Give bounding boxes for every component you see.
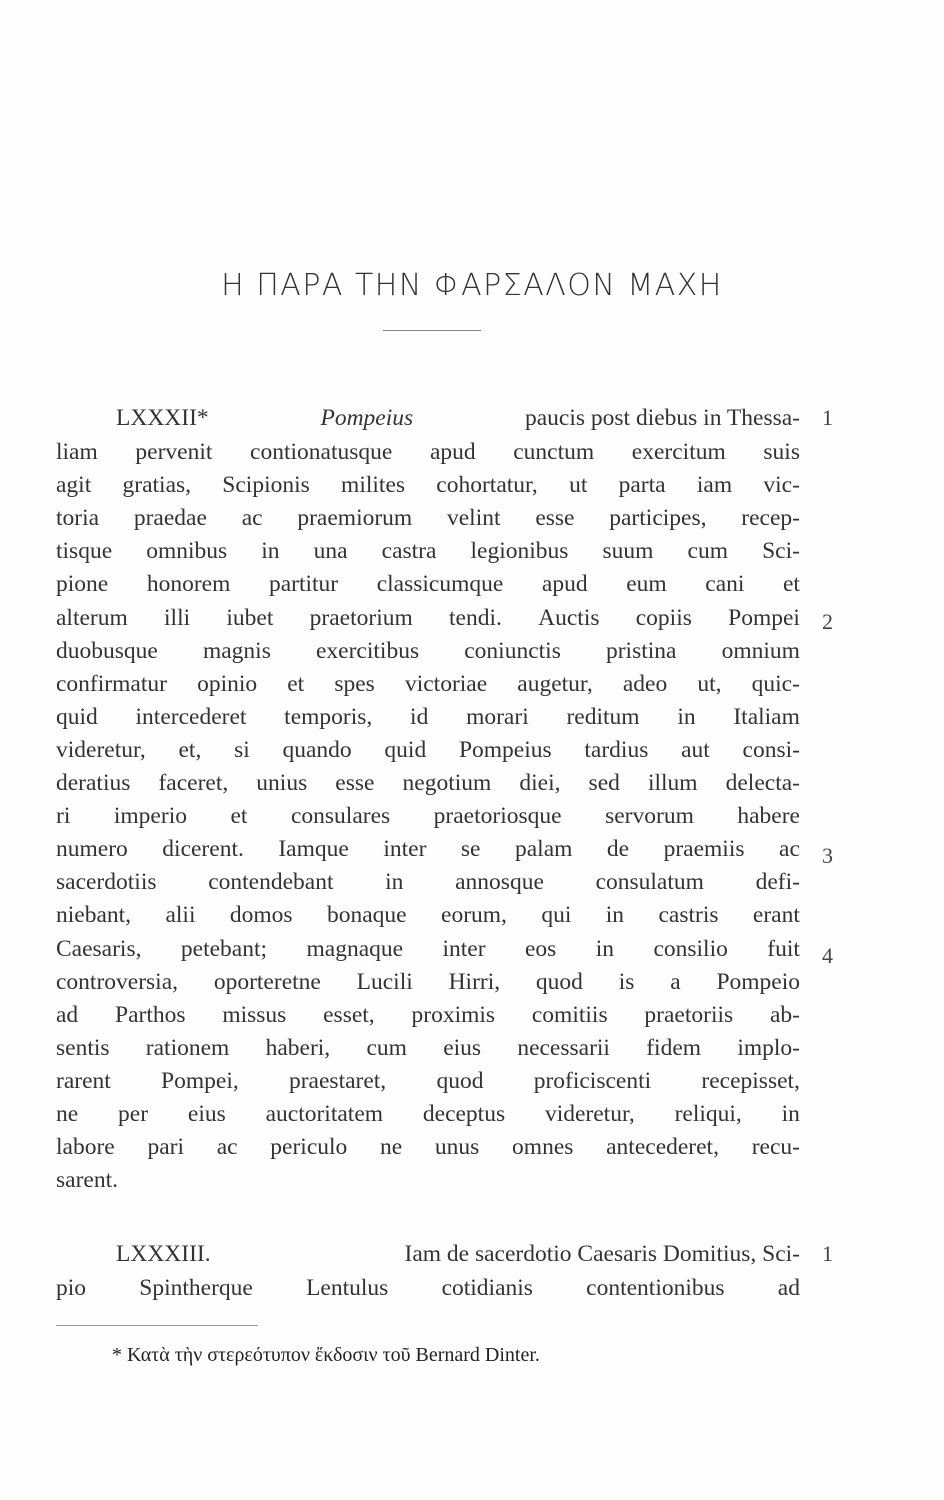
word: oporteretne xyxy=(213,969,321,995)
footnote: * Κατὰ τὴν στερεότυπον ἔκδοσιν τοῦ Bernard Dinter. xyxy=(112,1344,540,1366)
word: id xyxy=(410,704,429,730)
chapter-82-line xyxy=(56,668,800,700)
word: in xyxy=(605,902,625,928)
word: pristina xyxy=(605,638,677,664)
word: in xyxy=(595,936,615,962)
word: victoriae xyxy=(404,671,488,697)
word: Auctis xyxy=(538,605,600,631)
word: recu- xyxy=(751,1134,800,1160)
word: omnes xyxy=(512,1134,574,1160)
chapter-83-line-2 xyxy=(56,1272,800,1304)
word: cum xyxy=(687,538,728,564)
word: tendi. xyxy=(449,605,502,631)
chapter-82-number: LXXXII* xyxy=(116,405,209,431)
chapter-82-line-text: ri xyxy=(56,803,71,829)
word: una xyxy=(313,538,348,564)
word: velint xyxy=(447,505,501,531)
word: quod xyxy=(436,1068,484,1094)
word: sed xyxy=(588,770,620,796)
word: tardius xyxy=(584,737,649,763)
word: contendebant xyxy=(208,869,334,895)
chapter-82-line xyxy=(56,833,800,865)
word: inter xyxy=(383,836,427,862)
word: annosque xyxy=(455,869,544,895)
chapter-82-lead-word: Pompeius xyxy=(320,405,414,431)
word: ne xyxy=(380,1134,403,1160)
word: intercederet xyxy=(135,704,247,730)
word: honorem xyxy=(146,571,231,597)
chapter-82-line-text: pione xyxy=(56,571,109,597)
word: suum xyxy=(602,538,654,564)
word: et xyxy=(783,571,800,597)
word: ut, xyxy=(697,671,722,697)
chapter-82-line xyxy=(56,866,800,898)
word: milites xyxy=(341,472,406,498)
word: fidem xyxy=(646,1035,702,1061)
word: bonaque xyxy=(326,902,407,928)
word: coniunctis xyxy=(464,638,561,664)
chapter-82-line xyxy=(56,800,800,832)
word: praetoriosque xyxy=(433,803,562,829)
word: contentionibus xyxy=(586,1275,725,1301)
word: gratias, xyxy=(122,472,192,498)
word: Pompei, xyxy=(161,1068,239,1094)
word: quic- xyxy=(751,671,800,697)
chapter-82-line xyxy=(56,734,800,766)
chapter-82-line xyxy=(56,1098,800,1130)
word: illi xyxy=(164,605,191,631)
word: antecederet, xyxy=(606,1134,719,1160)
word: adeo xyxy=(622,671,668,697)
word: participes, xyxy=(609,505,707,531)
title-divider xyxy=(383,330,481,331)
word: dicerent. xyxy=(162,836,244,862)
word: faceret, xyxy=(158,770,229,796)
chapter-82-line-text: deratius xyxy=(56,770,131,796)
word: pervenit xyxy=(135,439,213,465)
word: castris xyxy=(658,902,719,928)
word: omnibus xyxy=(146,538,228,564)
word: inter xyxy=(442,936,486,962)
word: esse xyxy=(335,770,375,796)
word: Scipionis xyxy=(222,472,310,498)
word: Pompei xyxy=(728,605,800,631)
chapter-82-line xyxy=(56,933,800,965)
word: magnaque xyxy=(306,936,404,962)
chapter-82-line-text: videretur, xyxy=(56,737,146,763)
word: unius xyxy=(256,770,308,796)
word: proficiscenti xyxy=(533,1068,652,1094)
chapter-83-number: LXXXIII. xyxy=(116,1241,211,1267)
word: domos xyxy=(229,902,293,928)
word: quod xyxy=(535,969,583,995)
word: copiis xyxy=(635,605,692,631)
word: erant xyxy=(752,902,800,928)
word: negotium xyxy=(402,770,492,796)
word: per xyxy=(118,1101,149,1127)
word: fuit xyxy=(767,936,800,962)
chapter-82-line xyxy=(56,701,800,733)
word: diei, xyxy=(519,770,561,796)
word: exercitibus xyxy=(316,638,420,664)
word: praetoriis xyxy=(644,1002,734,1028)
word: servorum xyxy=(605,803,694,829)
word: vic- xyxy=(763,472,800,498)
chapter-82-line-text: labore xyxy=(56,1134,115,1160)
word: eius xyxy=(187,1101,226,1127)
word: consi- xyxy=(742,737,800,763)
word: rationem xyxy=(145,1035,230,1061)
word: magnis xyxy=(202,638,271,664)
word: partitur xyxy=(268,571,339,597)
word: Italiam xyxy=(733,704,800,730)
chapter-82-line-text: niebant, xyxy=(56,902,132,928)
word: illum xyxy=(647,770,698,796)
chapter-82-line-text: sarent. xyxy=(56,1167,118,1193)
word: aut xyxy=(681,737,710,763)
word: in xyxy=(677,704,696,730)
chapter-82-line xyxy=(56,966,800,998)
word: Pompeio xyxy=(716,969,800,995)
chapter-82-line xyxy=(56,602,800,634)
word: quando xyxy=(282,737,352,763)
chapter-82-line-text: sacerdotiis xyxy=(56,869,157,895)
word: cum xyxy=(366,1035,407,1061)
chapter-82-line-text: ne xyxy=(56,1101,79,1127)
chapter-82-line-text: numero xyxy=(56,836,128,862)
word: apud xyxy=(429,439,476,465)
word: Pompeius xyxy=(458,737,552,763)
word: opinio xyxy=(197,671,258,697)
footnote-divider xyxy=(56,1325,258,1326)
chapter-82-line xyxy=(56,999,800,1031)
margin-number: 2 xyxy=(822,609,833,634)
chapter-82-line xyxy=(56,899,800,931)
word: recepisset, xyxy=(701,1068,800,1094)
word: Parthos xyxy=(115,1002,186,1028)
word: habere xyxy=(737,803,800,829)
word: in xyxy=(781,1101,800,1127)
word: alii xyxy=(165,902,196,928)
word: Lentulus xyxy=(306,1275,389,1301)
word: ad xyxy=(777,1275,800,1301)
word: pari xyxy=(147,1134,184,1160)
word: petebant; xyxy=(180,936,268,962)
chapter-82-line-text: controversia, xyxy=(56,969,179,995)
word: Iamque xyxy=(278,836,349,862)
chapter-82-line xyxy=(56,1065,800,1097)
word: cunctum xyxy=(513,439,595,465)
word: missus xyxy=(222,1002,287,1028)
word: Spintherque xyxy=(139,1275,253,1301)
word: necessarii xyxy=(517,1035,610,1061)
word: et, xyxy=(178,737,202,763)
word: Hirri, xyxy=(448,969,501,995)
word: morari xyxy=(466,704,529,730)
chapter-82-line-text: toria xyxy=(56,505,100,531)
word: ac xyxy=(779,836,800,862)
chapter-82-line xyxy=(56,1131,800,1163)
chapter-82-line-text: ad xyxy=(56,1002,79,1028)
chapter-82-line-text: agit xyxy=(56,472,92,498)
word: deceptus xyxy=(422,1101,506,1127)
word: reliqui, xyxy=(674,1101,742,1127)
chapter-82-opening-line xyxy=(116,402,800,434)
word: recep- xyxy=(741,505,800,531)
word: omnium xyxy=(721,638,800,664)
word: quid xyxy=(384,737,427,763)
chapter-82-line-text: duobusque xyxy=(56,638,158,664)
chapter-82-line-text: sentis xyxy=(56,1035,110,1061)
word: ab- xyxy=(769,1002,800,1028)
word: haberi, xyxy=(265,1035,331,1061)
word: unus xyxy=(434,1134,480,1160)
word: iubet xyxy=(226,605,274,631)
word: augetur, xyxy=(517,671,593,697)
word: auctoritatem xyxy=(265,1101,384,1127)
chapter-82-line-text: confirmatur xyxy=(56,671,167,697)
word: delecta- xyxy=(725,770,800,796)
word: qui xyxy=(541,902,572,928)
word: de xyxy=(606,836,630,862)
chapter-82-line xyxy=(56,1032,800,1064)
word: consilio xyxy=(653,936,728,962)
margin-number: 4 xyxy=(822,943,833,968)
word: ut xyxy=(569,472,588,498)
chapter-82-line-text: tisque xyxy=(56,538,113,564)
word: consulares xyxy=(290,803,391,829)
word: consulatum xyxy=(595,869,704,895)
word: et xyxy=(287,671,305,697)
word: is xyxy=(618,969,635,995)
chapter-82-line xyxy=(56,568,800,600)
chapter-82-line-text: quid xyxy=(56,704,98,730)
word: reditum xyxy=(566,704,640,730)
word: classicumque xyxy=(376,571,504,597)
word: et xyxy=(230,803,248,829)
word: videretur, xyxy=(544,1101,635,1127)
word: praemiorum xyxy=(297,505,413,531)
word: cani xyxy=(705,571,745,597)
chapter-82-line xyxy=(56,1164,800,1196)
word: parta xyxy=(618,472,666,498)
chapter-83-line-2-text: pio xyxy=(56,1275,87,1301)
word: contionatusque xyxy=(250,439,393,465)
chapter-82-line xyxy=(56,502,800,534)
word: Lucili xyxy=(356,969,413,995)
margin-number: 1 xyxy=(822,1241,833,1266)
chapter-82-line-text: Caesaris, xyxy=(56,936,142,962)
word: temporis, xyxy=(284,704,373,730)
word: comitiis xyxy=(531,1002,608,1028)
word: se xyxy=(460,836,481,862)
word: cotidianis xyxy=(441,1275,533,1301)
word: eius xyxy=(443,1035,482,1061)
word: esset, xyxy=(323,1002,375,1028)
word: proximis xyxy=(411,1002,496,1028)
chapter-82-line xyxy=(56,469,800,501)
chapter-82-line-text: liam xyxy=(56,439,98,465)
word: praestaret, xyxy=(288,1068,387,1094)
word: eum xyxy=(626,571,667,597)
word: in xyxy=(385,869,404,895)
page-title: Η ΠΑΡΑ ΤΗΝ ΦΑΡΣΑΛΟΝ ΜΑΧΗ xyxy=(221,268,723,303)
chapter-82-line-text: alterum xyxy=(56,605,128,631)
word: praetorium xyxy=(309,605,413,631)
word: esse xyxy=(535,505,575,531)
chapter-82-line xyxy=(56,436,800,468)
word: a xyxy=(670,969,681,995)
word: exercitum xyxy=(631,439,726,465)
word: imperio xyxy=(113,803,187,829)
word: si xyxy=(234,737,250,763)
word: palam xyxy=(514,836,573,862)
word: ac xyxy=(241,505,263,531)
word: praemiis xyxy=(663,836,745,862)
chapter-82-line xyxy=(56,635,800,667)
word: Sci- xyxy=(762,538,800,564)
word: eos xyxy=(524,936,557,962)
margin-number: 3 xyxy=(822,843,833,868)
word: cohortatur, xyxy=(436,472,538,498)
word: spes xyxy=(334,671,375,697)
word: eorum, xyxy=(441,902,507,928)
chapter-83-opening-line xyxy=(116,1238,800,1270)
word: iam xyxy=(696,472,733,498)
word: suis xyxy=(763,439,800,465)
chapter-82-line-1-text: paucis post diebus in Thessa- xyxy=(524,405,800,431)
chapter-82-line-text: rarent xyxy=(56,1068,111,1094)
word: apud xyxy=(541,571,588,597)
word: implo- xyxy=(737,1035,800,1061)
word: periculo xyxy=(270,1134,348,1160)
word: legionibus xyxy=(470,538,569,564)
margin-number: 1 xyxy=(822,405,833,430)
word: in xyxy=(261,538,280,564)
chapter-82-line xyxy=(56,767,800,799)
word: defi- xyxy=(755,869,800,895)
word: praedae xyxy=(133,505,207,531)
word: castra xyxy=(381,538,437,564)
chapter-83-line-1-text: Iam de sacerdotio Caesaris Domitius, Sci- xyxy=(404,1241,800,1267)
word: ac xyxy=(216,1134,238,1160)
chapter-82-line xyxy=(56,535,800,567)
